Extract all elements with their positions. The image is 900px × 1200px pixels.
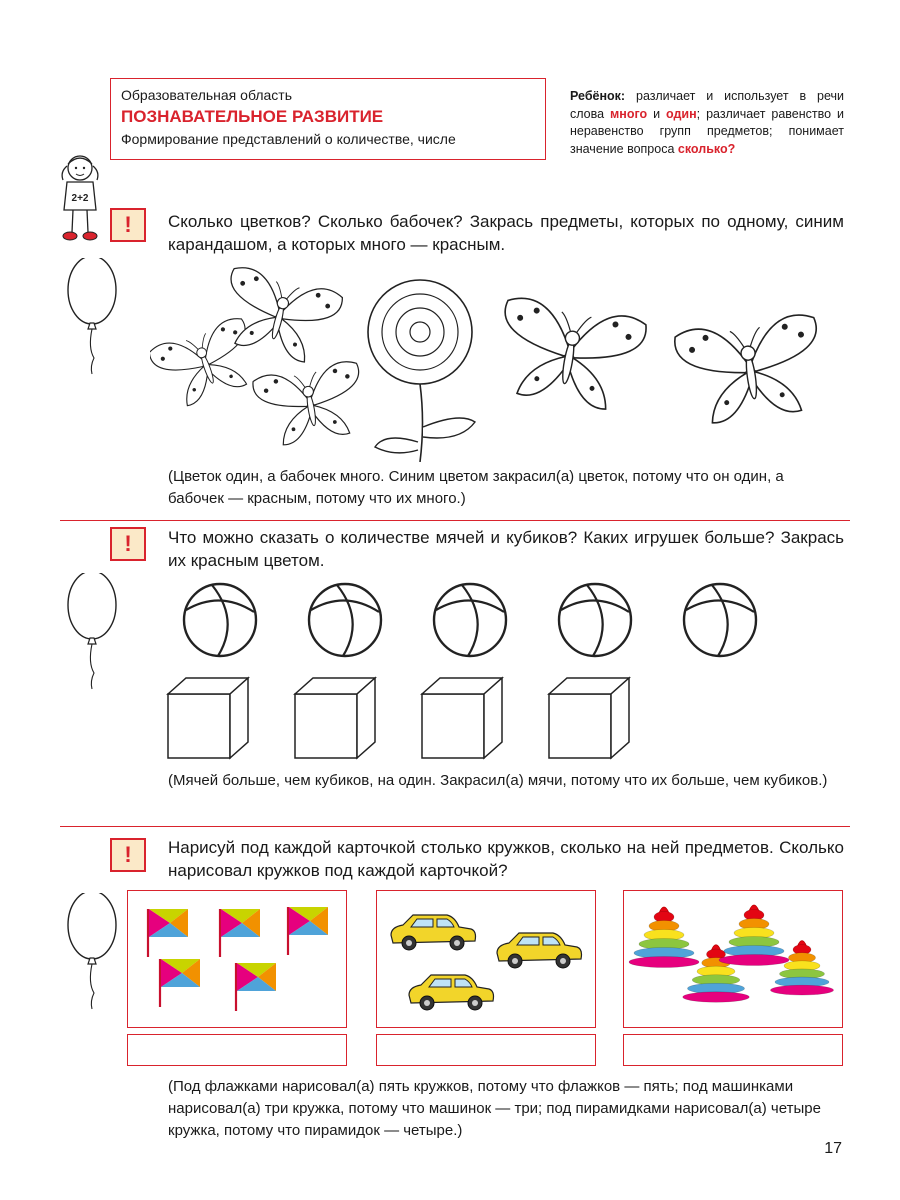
- task-3-answer: (Под флажками нарисовал(а) пять кружков, потому что флажков — пять; под машинками нарисовал(а) три кружка, потому что машинок — три; под пирамидками нарисовал(а) четыре кружка, потому что пирамидок — четыре.): [168, 1078, 821, 1139]
- car: [497, 933, 582, 968]
- task-2-question: Что можно сказать о количестве мячей и кубиков? Каких игрушек больше? Закрась их красным цветом.: [168, 528, 844, 570]
- pyramid: [629, 907, 699, 968]
- shirt-text: 2+2: [71, 193, 89, 204]
- page-number: 17: [824, 1140, 842, 1157]
- cube: [549, 678, 629, 758]
- butterfly-5: [673, 313, 827, 427]
- balls-row: [184, 584, 756, 656]
- area-label: Образовательная область: [121, 87, 292, 103]
- note-text-3: ; различает равенство и неравенство групп предметов; понимает значение вопроса: [570, 106, 845, 156]
- attention-badge-1: !: [110, 208, 146, 242]
- butterflies-and-flower-illustration: [150, 252, 840, 462]
- balloon-icon: [60, 573, 120, 693]
- butterfly-4: [491, 295, 648, 414]
- cars-illustration: [377, 891, 594, 1026]
- section-divider: [60, 520, 850, 521]
- card-cars: [376, 890, 596, 1028]
- note-word-one: один: [666, 106, 697, 121]
- flag: [288, 907, 328, 955]
- task-2-answer: (Мячей больше, чем кубиков, на один. Закрасил(а) мячи, потому что их больше, чем кубиков.): [168, 772, 828, 789]
- card-flags: [127, 890, 347, 1028]
- flag: [148, 909, 188, 957]
- butterfly-3: [252, 359, 370, 448]
- section-divider: [60, 826, 850, 827]
- ball: [184, 584, 256, 656]
- task-1-answer: (Цветок один, а бабочек много. Синим цветом закрасил(а) цветок, потому что он один, а бабочек — красным, потому что их много.): [168, 468, 784, 507]
- ball: [309, 584, 381, 656]
- cubes-row: [168, 678, 629, 758]
- cube: [168, 678, 248, 758]
- balls-and-cubes-illustration: [160, 578, 780, 768]
- girl-mascot-illustration: [55, 150, 105, 245]
- answer-slot-cars[interactable]: [376, 1034, 596, 1066]
- balloon-icon: [60, 893, 120, 1013]
- note-text-2: и: [647, 106, 667, 121]
- subject-area-box: [110, 78, 546, 160]
- task-3-question: Нарисуй под каждой карточкой столько кружков, сколько на ней предметов. Сколько нарисовал кружков под каждой карточкой?: [168, 838, 844, 880]
- attention-badge-2: !: [110, 527, 146, 561]
- pyramids-illustration: [624, 891, 841, 1026]
- flag: [236, 963, 276, 1011]
- ball: [434, 584, 506, 656]
- note-text-1: различает и использует в речи слова: [570, 89, 844, 121]
- pyramid: [719, 905, 789, 966]
- butterfly-2: [215, 264, 345, 367]
- flower: [368, 280, 475, 462]
- answer-slot-flags[interactable]: [127, 1034, 347, 1066]
- car: [409, 975, 494, 1010]
- ball: [559, 584, 631, 656]
- attention-badge-3: !: [110, 838, 146, 872]
- learning-outcome-note: [570, 88, 844, 158]
- area-subtitle: Формирование представлений о количестве, числе: [121, 131, 456, 147]
- balloon-icon: [60, 258, 120, 378]
- task-1-question: Сколько цветков? Сколько бабочек? Закрась предметы, которых по одному, синим карандашом, а которых много — красным.: [168, 212, 844, 254]
- cube: [295, 678, 375, 758]
- flags-illustration: [128, 891, 345, 1026]
- note-word-many: много: [610, 106, 648, 121]
- ball: [684, 584, 756, 656]
- cube: [422, 678, 502, 758]
- flag: [220, 909, 260, 957]
- answer-slot-pyramids[interactable]: [623, 1034, 843, 1066]
- area-title: ПОЗНАВАТЕЛЬНОЕ РАЗВИТИЕ: [121, 107, 384, 126]
- note-lead: Ребёнок:: [570, 89, 626, 103]
- car: [391, 915, 476, 950]
- card-pyramids: [623, 890, 843, 1028]
- note-word-how-many: сколько?: [677, 141, 736, 156]
- flag: [160, 959, 200, 1007]
